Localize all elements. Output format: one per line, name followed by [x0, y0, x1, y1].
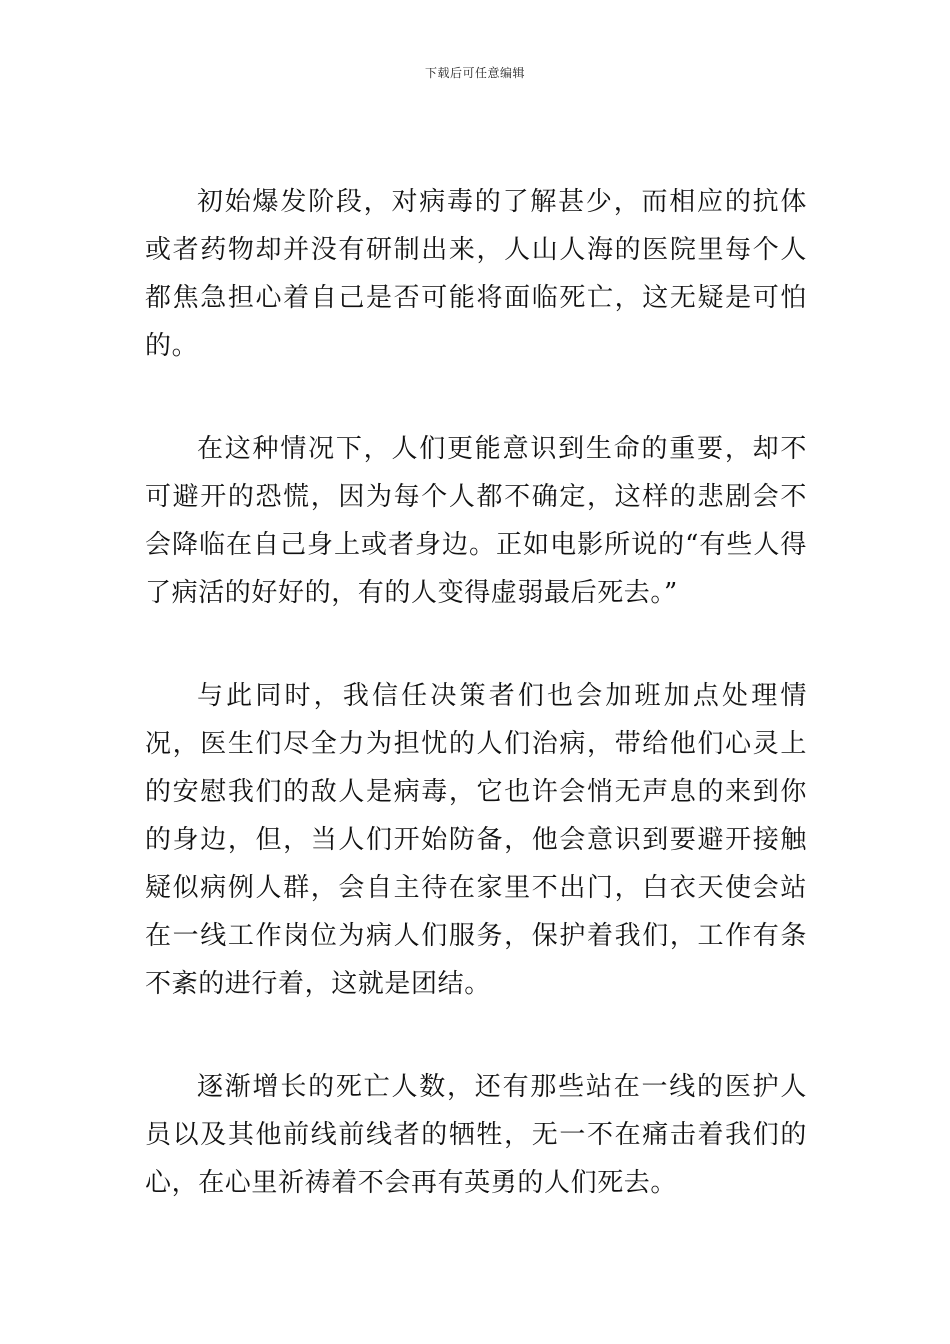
paragraph-1: 初始爆发阶段，对病毒的了解甚少，而相应的抗体或者药物却并没有研制出来，人山人海的医院里每个人都焦急担心着自己是否可能将面临死亡，这无疑是可怕的。 [145, 187, 807, 361]
header-note: 下载后可任意编辑 [424, 66, 525, 80]
document-body [145, 178, 807, 1207]
paragraph-2: 在这种情况下，人们更能意识到生命的重要，却不可避开的恐慌，因为每个人都不确定，这样的悲剧会不会降临在自己身上或者身边。正如电影所说的“有些人得了病活的好好的，有的人变得虚弱最后死去。” [145, 434, 807, 608]
paragraph-4: 逐渐增长的死亡人数，还有那些站在一线的医护人员以及其他前线前线者的牺牲，无一不在痛击着我们的心，在心里祈祷着不会再有英勇的人们死去。 [145, 1072, 807, 1198]
paragraph-3: 与此同时，我信任决策者们也会加班加点处理情况，医生们尽全力为担忧的人们治病，带给他们心灵上的安慰我们的敌人是病毒，它也许会悄无声息的来到你的身边，但，当人们开始防备，他会意识到要避开接触疑似病例人群，会自主待在家里不出门，白衣天使会站在一线工作岗位为病人们服务，保护着我们，工作有条不紊的进行着，这就是团结。 [145, 681, 807, 999]
